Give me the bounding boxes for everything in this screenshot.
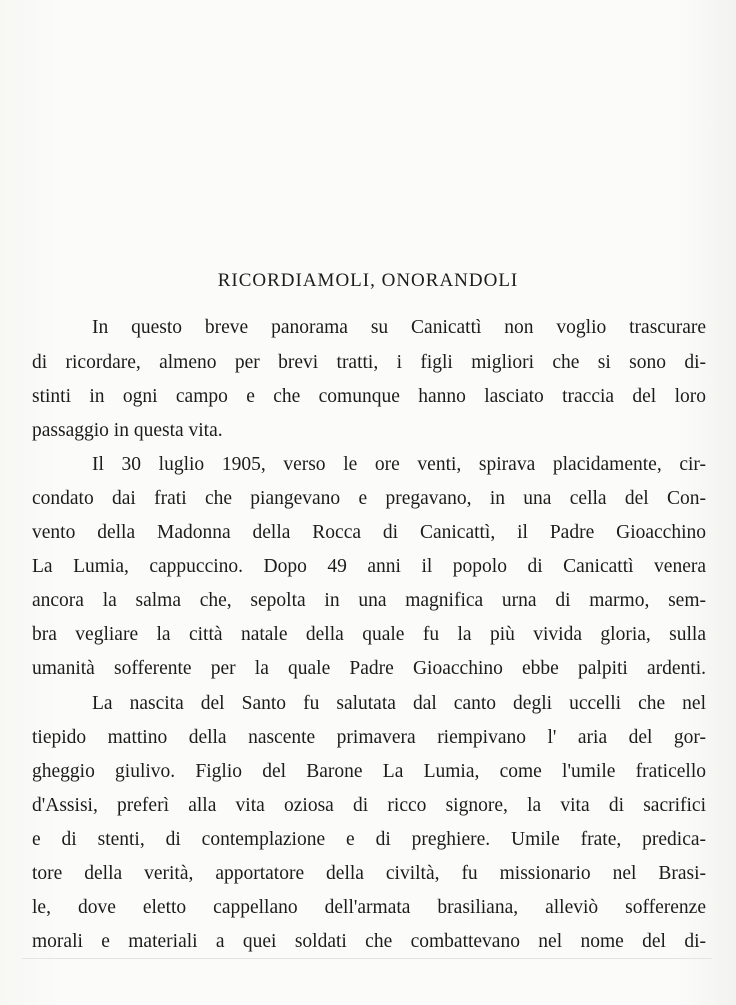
chapter-title: RICORDIAMOLI, ONORANDOLI <box>217 270 519 291</box>
text-line: La nascita del Santo fu salutata dal canto degli uccelli che nel <box>92 693 706 714</box>
text-line: tore della verità, apportatore della civiltà, fu missionario nel Brasi- <box>32 863 706 884</box>
text-line: condato dai frati che piangevano e pregavano, in una cella del Con- <box>32 488 706 509</box>
text-line: ancora la salma che, sepolta in una magnifica urna di marmo, sem- <box>32 590 706 611</box>
text-line: vento della Madonna della Rocca di Canicattì, il Padre Gioacchino <box>32 522 706 543</box>
text-line: umanità sofferente per la quale Padre Gioacchino ebbe palpiti ardenti. <box>32 658 706 679</box>
text-line: tiepido mattino della nascente primavera riempivano l' aria del gor- <box>32 727 706 748</box>
text-line: d'Assisi, preferì alla vita oziosa di ricco signore, la vita di sacrifici <box>32 795 706 816</box>
text-line: stinti in ogni campo e che comunque hanno lasciato traccia del loro <box>32 386 706 407</box>
text-line: passaggio in questa vita. <box>32 420 223 441</box>
text-line: e di stenti, di contemplazione e di preghiere. Umile frate, predica- <box>32 829 706 850</box>
text-line: morali e materiali a quei soldati che combattevano nel nome del di- <box>32 931 706 952</box>
page-edge-line <box>22 958 712 959</box>
text-line: In questo breve panorama su Canicattì non voglio trascurare <box>92 317 706 338</box>
text-line: bra vegliare la città natale della quale fu la più vivida gloria, sulla <box>32 624 706 645</box>
text-line: Il 30 luglio 1905, verso le ore venti, spirava placidamente, cir- <box>92 454 706 475</box>
text-line: di ricordare, almeno per brevi tratti, i figli migliori che si sono di- <box>32 352 706 373</box>
text-line: gheggio giulivo. Figlio del Barone La Lumia, come l'umile fraticello <box>32 761 706 782</box>
text-line: le, dove eletto cappellano dell'armata brasiliana, alleviò sofferenze <box>32 897 706 918</box>
text-line: La Lumia, cappuccino. Dopo 49 anni il popolo di Canicattì venera <box>32 556 706 577</box>
